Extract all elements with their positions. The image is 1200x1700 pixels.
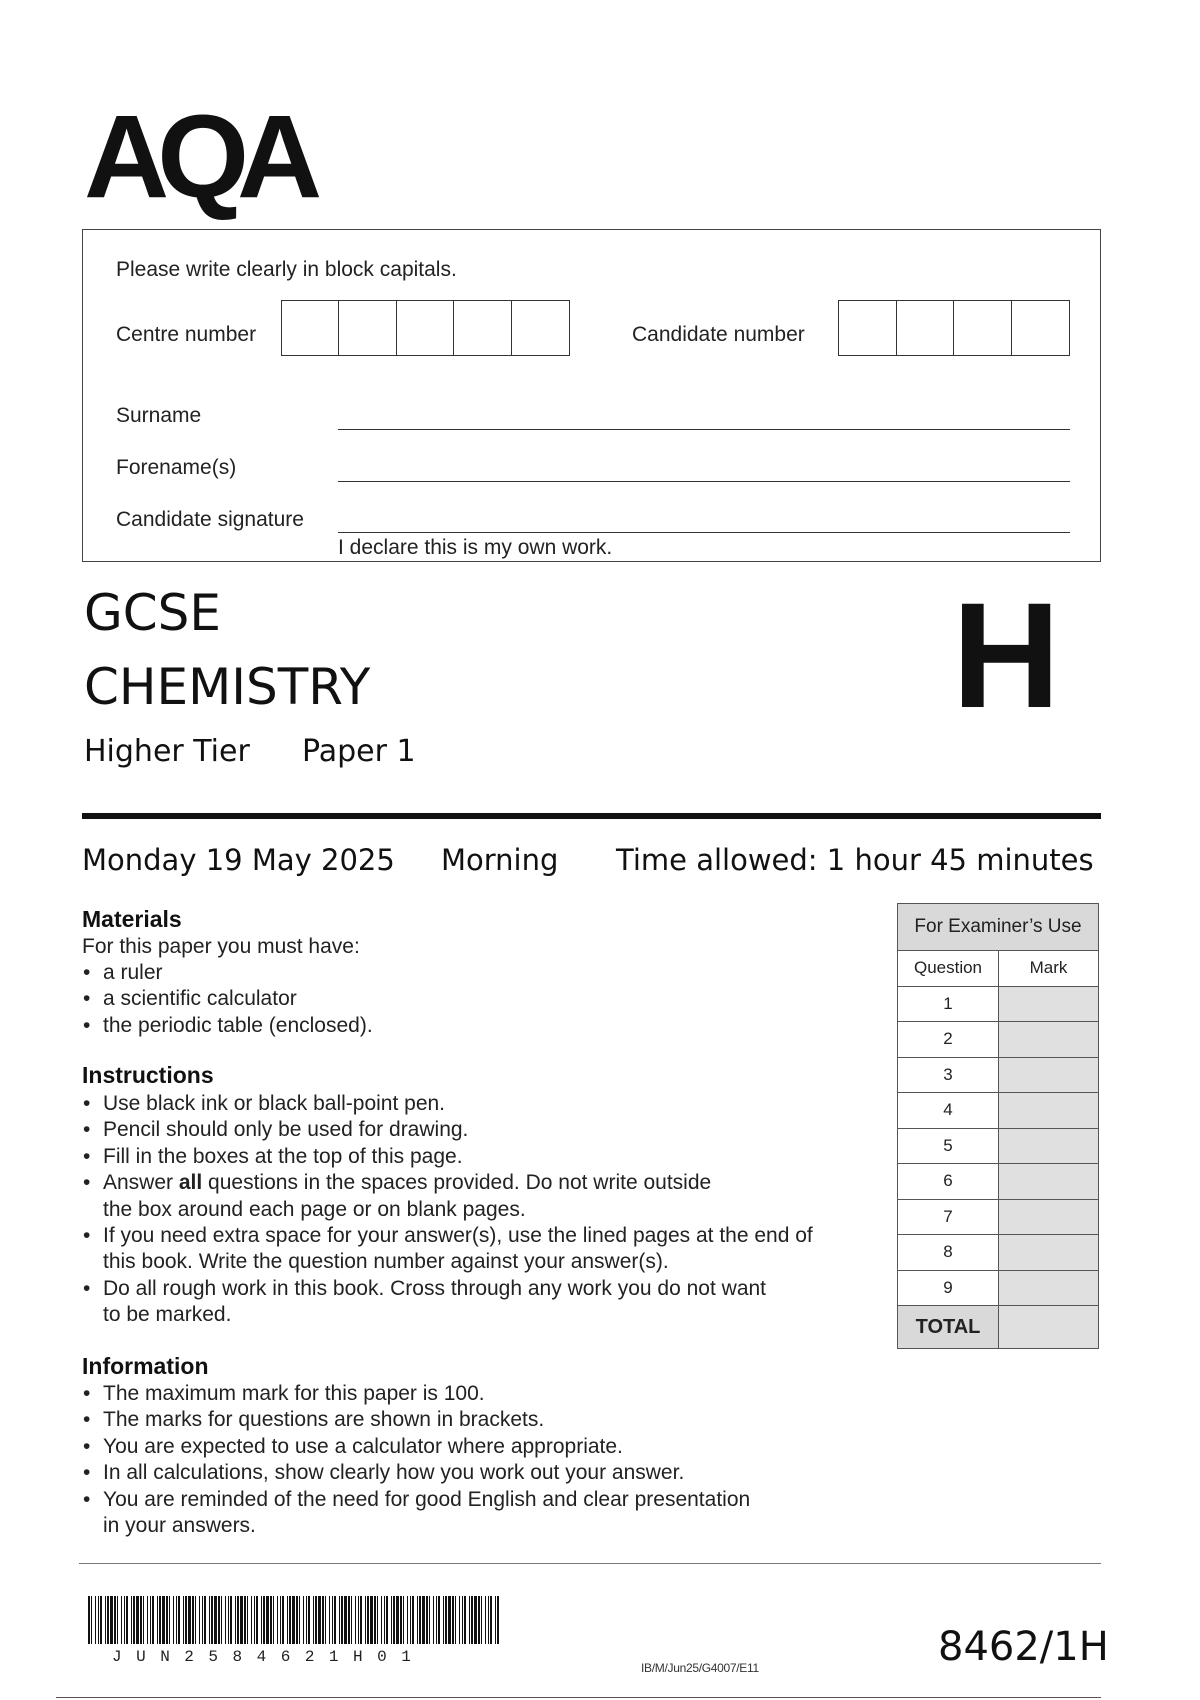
materials-heading: Materials [82,906,182,932]
list-text: this book. Write the question number against your answer(s). [103,1250,669,1274]
question-number: 1 [898,987,999,1022]
information-heading: Information [82,1353,209,1379]
list-item: • Fill in the boxes at the top of this page. [80,1144,880,1170]
mark-cell[interactable] [999,1200,1098,1235]
question-number: 2 [898,1022,999,1057]
question-number: 4 [898,1093,999,1128]
mark-cell[interactable] [999,1022,1098,1057]
centre-number-digit[interactable] [397,301,454,355]
forenames-label: Forename(s) [116,456,237,479]
question-number: 6 [898,1164,999,1199]
mark-cell[interactable] [999,1271,1098,1306]
footer-divider [79,1563,1101,1564]
declaration-text: I declare this is my own work. [338,536,613,559]
surname-label: Surname [116,404,202,427]
mark-cell[interactable] [999,1164,1098,1199]
paper-code: 8462/1H [938,1624,1109,1670]
candidate-number-digit[interactable] [1012,301,1070,355]
question-number: 3 [898,1058,999,1093]
table-row [898,1271,1098,1307]
list-item: • The maximum mark for this paper is 100. [80,1381,880,1407]
centre-number-digit[interactable] [512,301,569,355]
table-row [898,1129,1098,1165]
total-row [898,1306,1098,1348]
centre-number-digit[interactable] [454,301,511,355]
bottom-rule [56,1697,1101,1698]
question-number: 5 [898,1129,999,1164]
table-row [898,1093,1098,1129]
emphasis-all: all [178,1171,203,1195]
examiner-table-title: For Examiner’s Use [898,904,1098,951]
total-mark-cell[interactable] [999,1306,1098,1348]
qualification-title: GCSE [84,584,221,642]
question-column-header: Question [898,951,999,986]
total-label: TOTAL [898,1306,999,1348]
centre-number-boxes[interactable] [281,300,570,356]
list-item [80,1170,880,1223]
exam-session: Morning [441,843,559,877]
materials-list [80,960,780,1039]
information-list [80,1381,880,1539]
instructions-heading: Instructions [82,1062,214,1088]
mark-cell[interactable] [999,1058,1098,1093]
surname-field[interactable] [338,429,1070,430]
aqa-logo: AQA [84,91,311,223]
examiner-table-header-row [898,951,1098,987]
mark-cell[interactable] [999,987,1098,1022]
list-item [80,1487,880,1540]
list-item: • a scientific calculator [80,986,780,1012]
list-text: to be marked. [103,1303,232,1327]
centre-number-label: Centre number [116,323,257,346]
examiner-use-table [897,903,1099,1349]
block-capitals-instruction: Please write clearly in block capitals. [116,258,457,281]
list-item: • Pencil should only be used for drawing. [80,1117,880,1143]
time-allowed: Time allowed: 1 hour 45 minutes [616,843,1094,877]
candidate-number-boxes[interactable] [838,300,1070,356]
materials-intro: For this paper you must have: [82,935,360,958]
table-row [898,1058,1098,1094]
mark-cell[interactable] [999,1129,1098,1164]
table-row [898,987,1098,1023]
forenames-field[interactable] [338,481,1070,482]
list-text: the box around each page or on blank pages. [103,1197,526,1221]
list-item: • In all calculations, show clearly how you work out your answer. [80,1460,880,1486]
table-row [898,1164,1098,1200]
signature-field[interactable] [338,532,1070,533]
centre-number-digit[interactable] [282,301,339,355]
list-text: Do all rough work in this book. Cross through any work you do not want [103,1276,767,1300]
tier-letter: H [952,571,1061,739]
barcode-text: JUN2584621H01 [112,1648,426,1666]
table-row [898,1022,1098,1058]
paper-reference: IB/M/Jun25/G4007/E11 [641,1661,759,1675]
mark-cell[interactable] [999,1093,1098,1128]
candidate-number-digit[interactable] [954,301,1012,355]
question-number: 7 [898,1200,999,1235]
candidate-number-digit[interactable] [897,301,955,355]
list-item [80,1276,880,1329]
table-row [898,1200,1098,1236]
signature-label: Candidate signature [116,508,304,531]
candidate-number-digit[interactable] [839,301,897,355]
list-item: • You are expected to use a calculator where appropriate. [80,1434,880,1460]
barcode-icon [88,1596,500,1644]
question-number: 9 [898,1271,999,1306]
instructions-list [80,1091,880,1329]
candidate-number-label: Candidate number [632,323,805,346]
list-item [80,1223,880,1276]
mark-cell[interactable] [999,1235,1098,1270]
list-item: • Use black ink or black ball-point pen. [80,1091,880,1117]
table-row [898,1235,1098,1271]
centre-number-digit[interactable] [339,301,396,355]
mark-column-header: Mark [999,951,1098,986]
subject-title: CHEMISTRY [84,658,371,716]
question-number: 8 [898,1235,999,1270]
list-text: in your answers. [103,1514,256,1538]
tier-label: Higher Tier [84,734,250,769]
list-item: • a ruler [80,960,780,986]
paper-label: Paper 1 [302,734,416,769]
list-item: • the periodic table (enclosed). [80,1013,780,1039]
list-text: questions in the spaces provided. Do not write outside [202,1171,712,1195]
list-text: Answer [103,1171,179,1195]
exam-date: Monday 19 May 2025 [82,843,395,877]
list-text: You are reminded of the need for good English and clear presentation [103,1487,751,1511]
list-item: • The marks for questions are shown in brackets. [80,1407,880,1433]
list-text: If you need extra space for your answer(s), use the lined pages at the end of [103,1224,813,1248]
title-divider [82,813,1101,819]
